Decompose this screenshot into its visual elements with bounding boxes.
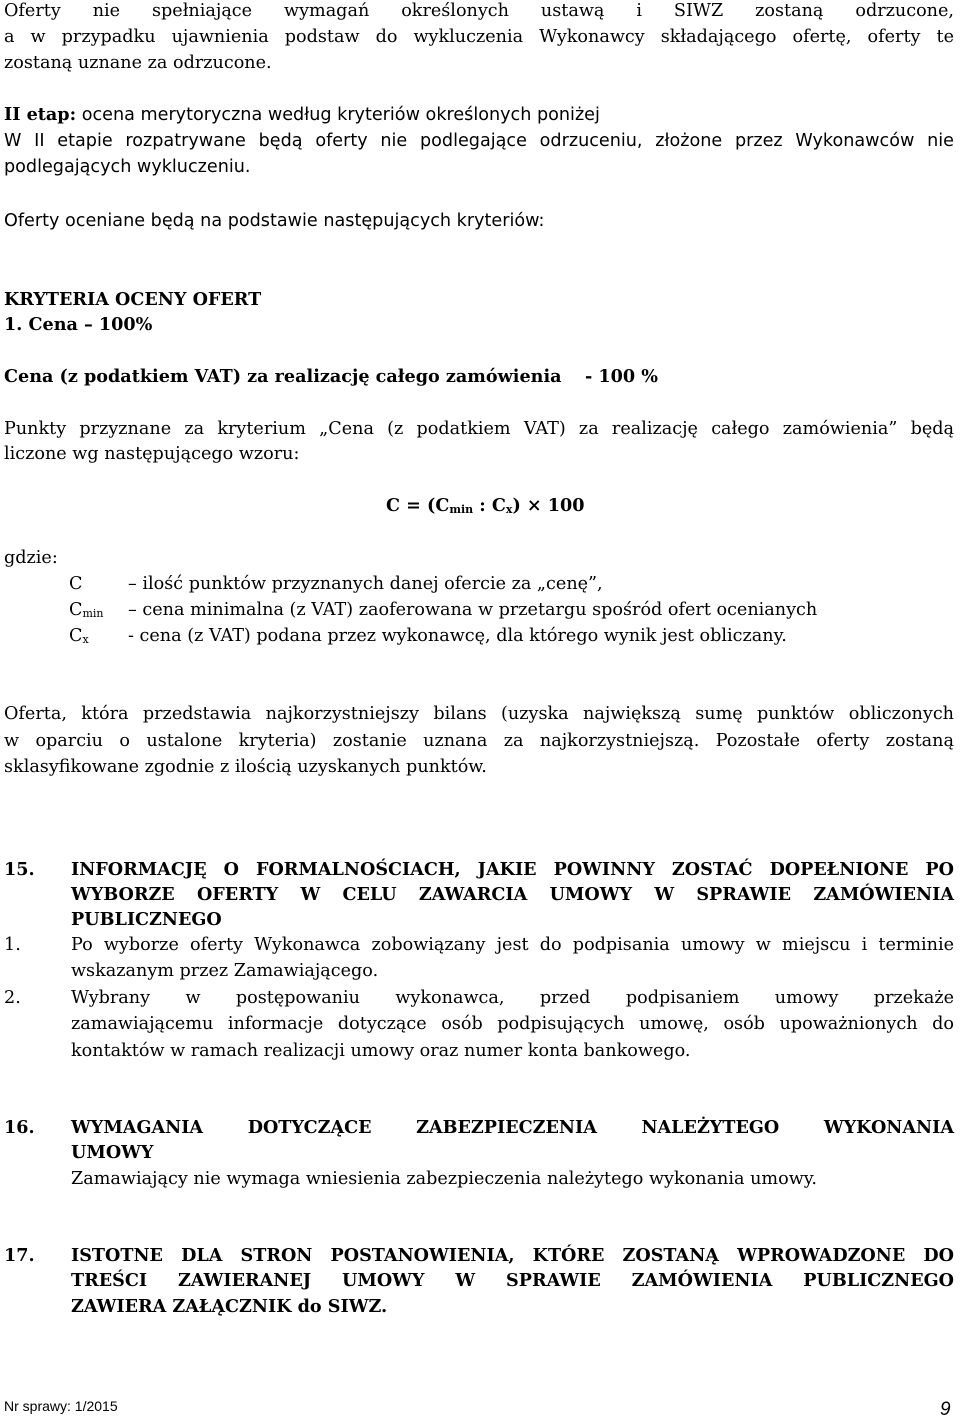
section-16-body: Zamawiający nie wymaga wniesienia zabezpieczenia należytego wykonania umowy.: [71, 1169, 817, 1189]
formula-lhs: C = (C: [386, 495, 450, 516]
summary-line-1: Oferta, która przedstawia najkorzystniejszy bilans (uzyska największą sumę punktów obliczonych: [4, 704, 954, 724]
section-17-number: 17.: [4, 1245, 35, 1266]
formula-sub-min: min: [449, 503, 474, 516]
legend-symbol-sub: min: [82, 607, 104, 620]
section-17-title-line-3: ZAWIERA ZAŁĄCZNIK do SIWZ.: [71, 1296, 388, 1317]
stage2-heading: [4, 104, 600, 126]
summary-line-3: sklasyfikowane zgodnie z ilością uzyskanych punktów.: [4, 757, 487, 777]
legend-symbol-c: [69, 573, 82, 599]
section-15-item-2-number: 2.: [4, 988, 21, 1008]
section-16-title-line-2: UMOWY: [71, 1142, 154, 1163]
stage2-body-line-2: podlegających wykluczeniu.: [4, 157, 251, 177]
stage2-label: II etap:: [4, 104, 77, 125]
legend-desc-cmin: – cena minimalna (z VAT) zaoferowana w przetargu spośród ofert ocenianych: [128, 600, 818, 620]
price-formula: [386, 495, 585, 521]
points-line-1: Punkty przyznane za kryterium „Cena (z podatkiem VAT) za realizację całego zamówienia” będą: [4, 419, 954, 439]
criteria-item-1: 1. Cena – 100%: [4, 314, 153, 335]
criteria-intro: Oferty oceniane będą na podstawie następujących kryteriów:: [4, 211, 545, 231]
legend-desc-cx: - cena (z VAT) podana przez wykonawcę, dla którego wynik jest obliczany.: [128, 626, 787, 646]
footer-page-number: 9: [940, 1399, 951, 1420]
criteria-heading: KRYTERIA OCENY OFERT: [4, 289, 262, 310]
section-15-item-2-line-1: Wybrany w postępowaniu wykonawca, przed podpisaniem umowy przekaże: [71, 988, 954, 1008]
section-15-item-1-number: 1.: [4, 935, 21, 955]
section-15-number: 15.: [4, 859, 35, 880]
section-15-item-2-line-3: kontaktów w ramach realizacji umowy oraz numer konta bankowego.: [71, 1041, 691, 1061]
section-15-item-2-line-2: zamawiającemu informacje dotyczące osób podpisujących umowę, osób upoważnionych do: [71, 1014, 954, 1034]
legend-symbol-cx: [69, 625, 89, 651]
section-15-item-1-line-1: Po wyborze oferty Wykonawca zobowiązany jest do podpisania umowy w miejscu i terminie: [71, 935, 954, 955]
formula-sub-x: x: [505, 503, 513, 516]
section-15-title-line-1: INFORMACJĘ O FORMALNOŚCIACH, JAKIE POWINNY ZOSTAĆ DOPEŁNIONE PO: [71, 859, 954, 880]
section-16-number: 16.: [4, 1117, 35, 1138]
legend-symbol-sub: x: [82, 633, 89, 646]
stage2-body-line-1: W II etapie rozpatrywane będą oferty nie podlegające odrzuceniu, złożone przez Wykonawców nie: [4, 131, 954, 151]
footer-case-number: Nr sprawy: 1/2015: [4, 1398, 118, 1414]
intro-line-1: Oferty nie spełniające wymagań określonych ustawą i SIWZ zostaną odrzucone,: [4, 1, 954, 21]
section-17-title-line-1: ISTOTNE DLA STRON POSTANOWIENIA, KTÓRE ZOSTANĄ WPROWADZONE DO: [71, 1245, 954, 1266]
legend-symbol-cmin: [69, 599, 104, 625]
formula-mid: : C: [473, 495, 506, 516]
section-17-title-line-2: TREŚCI ZAWIERANEJ UMOWY W SPRAWIE ZAMÓWIENIA PUBLICZNEGO: [71, 1270, 954, 1291]
price-criterion-weight: - 100 %: [585, 366, 658, 387]
formula-rhs: ) × 100: [512, 495, 585, 516]
price-criterion-label: Cena (z podatkiem VAT) za realizację całego zamówienia: [4, 366, 562, 387]
intro-line-3: zostaną uznane za odrzucone.: [4, 53, 272, 73]
legend-symbol-text: C: [69, 600, 83, 620]
legend-desc-c: – ilość punktów przyznanych danej ofercie za „cenę”,: [128, 574, 603, 594]
section-15-title-line-3: PUBLICZNEGO: [71, 909, 222, 930]
section-15-title-line-2: WYBORZE OFERTY W CELU ZAWARCIA UMOWY W SPRAWIE ZAMÓWIENIA: [71, 884, 954, 905]
legend-symbol-text: C: [69, 626, 83, 646]
section-16-title-line-1: WYMAGANIA DOTYCZĄCE ZABEZPIECZENIA NALEŻYTEGO WYKONANIA: [71, 1117, 954, 1138]
summary-line-2: w oparciu o ustalone kryteria) zostanie uznana za najkorzystniejszą. Pozostałe oferty zostaną: [4, 731, 954, 751]
section-15-item-1-line-2: wskazanym przez Zamawiającego.: [71, 961, 379, 981]
points-line-2: liczone wg następującego wzoru:: [4, 444, 300, 464]
where-label: gdzie:: [4, 548, 58, 568]
legend-symbol-text: C: [69, 574, 83, 594]
stage2-heading-text: ocena merytoryczna według kryteriów określonych poniżej: [76, 105, 600, 125]
intro-line-2: a w przypadku ujawnienia podstaw do wykluczenia Wykonawcy składającego ofertę, oferty te: [4, 27, 954, 47]
